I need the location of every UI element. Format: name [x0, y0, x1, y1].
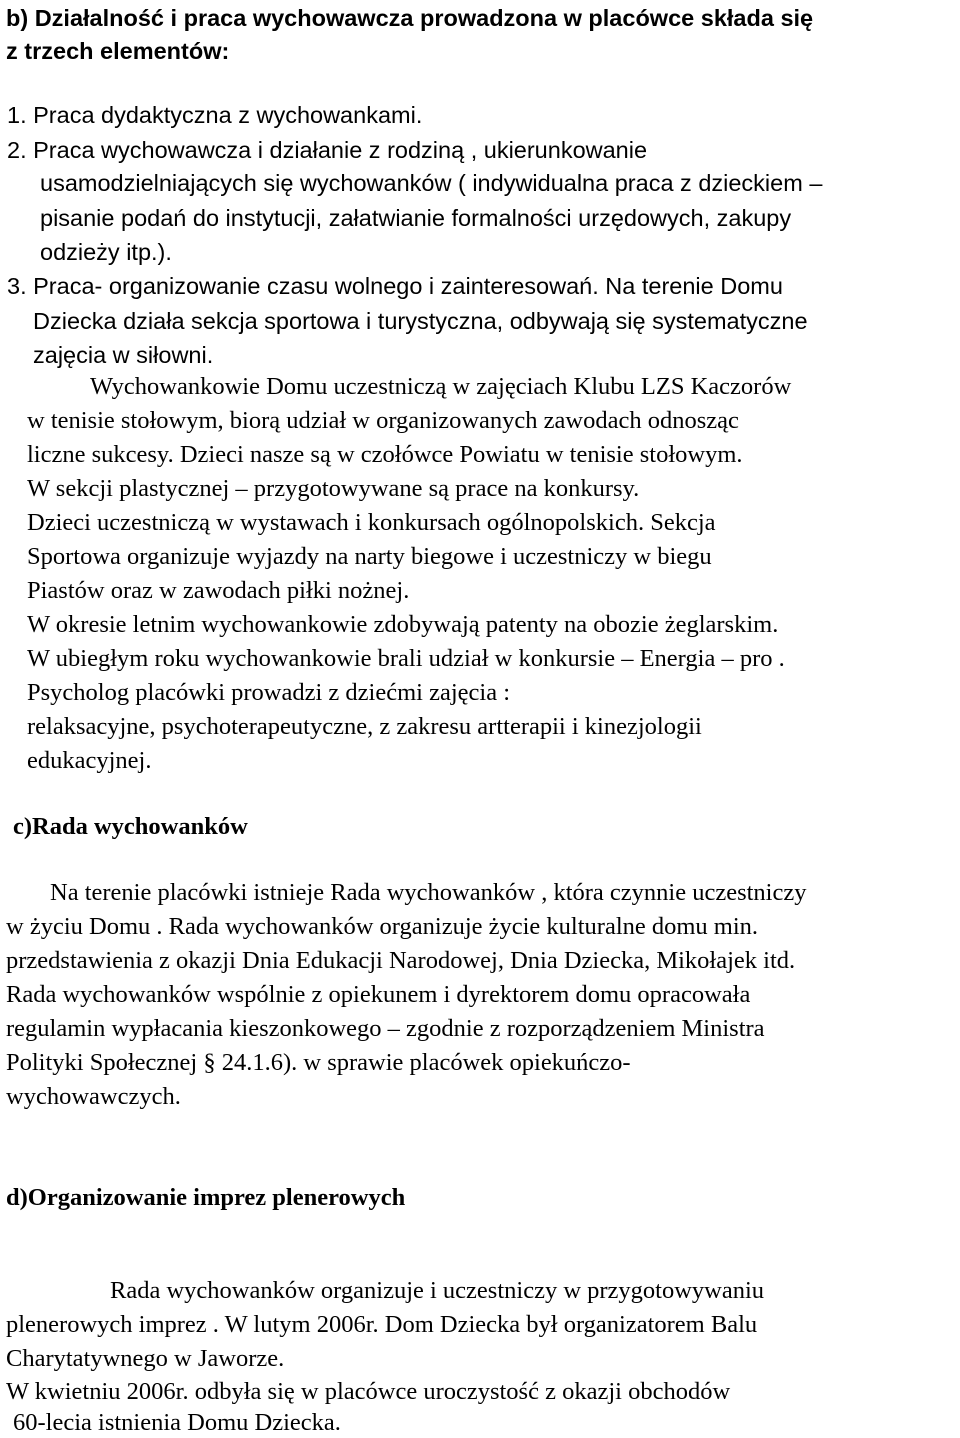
section-c-line-5: regulamin wypłacania kieszonkowego – zgodnie z rozporządzeniem Ministra	[6, 1015, 765, 1042]
activities-paragraph-line-3: liczne sukcesy. Dzieci nasze są w czołówce Powiatu w tenisie stołowym.	[27, 441, 743, 468]
section-c-line-7: wychowawczych.	[6, 1083, 181, 1110]
list-item-2-line-3: pisanie podań do instytucji, załatwianie formalności urzędowych, zakupy	[40, 205, 792, 231]
section-b-heading-line-2: z trzech elementów:	[6, 38, 230, 64]
activities-paragraph-line-4: W sekcji plastycznej – przygotowywane są prace na konkursy.	[27, 475, 640, 502]
section-b-heading-line-1: b) Działalność i praca wychowawcza prowadzona w placówce składa się	[6, 5, 814, 31]
section-c-line-2: w życiu Domu . Rada wychowanków organizuje życie kulturalne domu min.	[6, 913, 759, 940]
activities-paragraph-line-10: Psycholog placówki prowadzi z dziećmi zajęcia :	[27, 679, 511, 706]
list-item-1: 1. Praca dydaktyczna z wychowankami.	[7, 102, 423, 128]
activities-paragraph-line-12: edukacyjnej.	[27, 747, 152, 774]
section-c-line-4: Rada wychowanków wspólnie z opiekunem i dyrektorem domu opracowała	[6, 981, 751, 1008]
section-c-line-1: Na terenie placówki istnieje Rada wychowanków , która czynnie uczestniczy	[50, 879, 807, 906]
activities-paragraph-line-11: relaksacyjne, psychoterapeutyczne, z zakresu artterapii i kinezjologii	[27, 713, 702, 740]
list-item-2-line-2: usamodzielniających się wychowanków ( indywidualna praca z dzieckiem –	[40, 170, 823, 196]
activities-paragraph-line-2: w tenisie stołowym, biorą udział w organizowanych zawodach odnosząc	[27, 407, 739, 434]
activities-paragraph-line-9: W ubiegłym roku wychowankowie brali udział w konkursie – Energia – pro .	[27, 645, 785, 672]
list-item-3-line-1: 3. Praca- organizowanie czasu wolnego i zainteresowań. Na terenie Domu	[7, 273, 783, 299]
activities-paragraph-line-8: W okresie letnim wychowankowie zdobywają patenty na obozie żeglarskim.	[27, 611, 779, 638]
section-c-line-6: Polityki Społecznej § 24.1.6). w sprawie placówek opiekuńczo-	[6, 1049, 631, 1076]
section-c-line-3: przedstawienia z okazji Dnia Edukacji Narodowej, Dnia Dziecka, Mikołajek itd.	[6, 947, 796, 974]
activities-paragraph-line-6: Sportowa organizuje wyjazdy na narty biegowe i uczestniczy w biegu	[27, 543, 712, 570]
section-d-line-3: Charytatywnego w Jaworze.	[6, 1345, 285, 1372]
section-d-line-5: 60-lecia istnienia Domu Dziecka.	[13, 1409, 341, 1436]
section-d-line-2: plenerowych imprez . W lutym 2006r. Dom Dziecka był organizatorem Balu	[6, 1311, 758, 1338]
section-c-heading: c)Rada wychowanków	[13, 813, 248, 840]
list-item-3-line-3: zajęcia w siłowni.	[33, 342, 214, 368]
section-d-line-4: W kwietniu 2006r. odbyła się w placówce uroczystość z okazji obchodów	[6, 1378, 731, 1405]
activities-paragraph-line-1: Wychowankowie Domu uczestniczą w zajęciach Klubu LZS Kaczorów	[90, 373, 792, 400]
list-item-2-line-4: odzieży itp.).	[40, 239, 172, 265]
activities-paragraph-line-7: Piastów oraz w zawodach piłki nożnej.	[27, 577, 410, 604]
section-d-line-1: Rada wychowanków organizuje i uczestniczy w przygotowywaniu	[110, 1277, 765, 1304]
list-item-3-line-2: Dziecka działa sekcja sportowa i turystyczna, odbywają się systematyczne	[33, 308, 808, 334]
section-d-heading: d)Organizowanie imprez plenerowych	[6, 1184, 406, 1211]
activities-paragraph-line-5: Dzieci uczestniczą w wystawach i konkursach ogólnopolskich. Sekcja	[27, 509, 716, 536]
list-item-2-line-1: 2. Praca wychowawcza i działanie z rodziną , ukierunkowanie	[7, 137, 648, 163]
